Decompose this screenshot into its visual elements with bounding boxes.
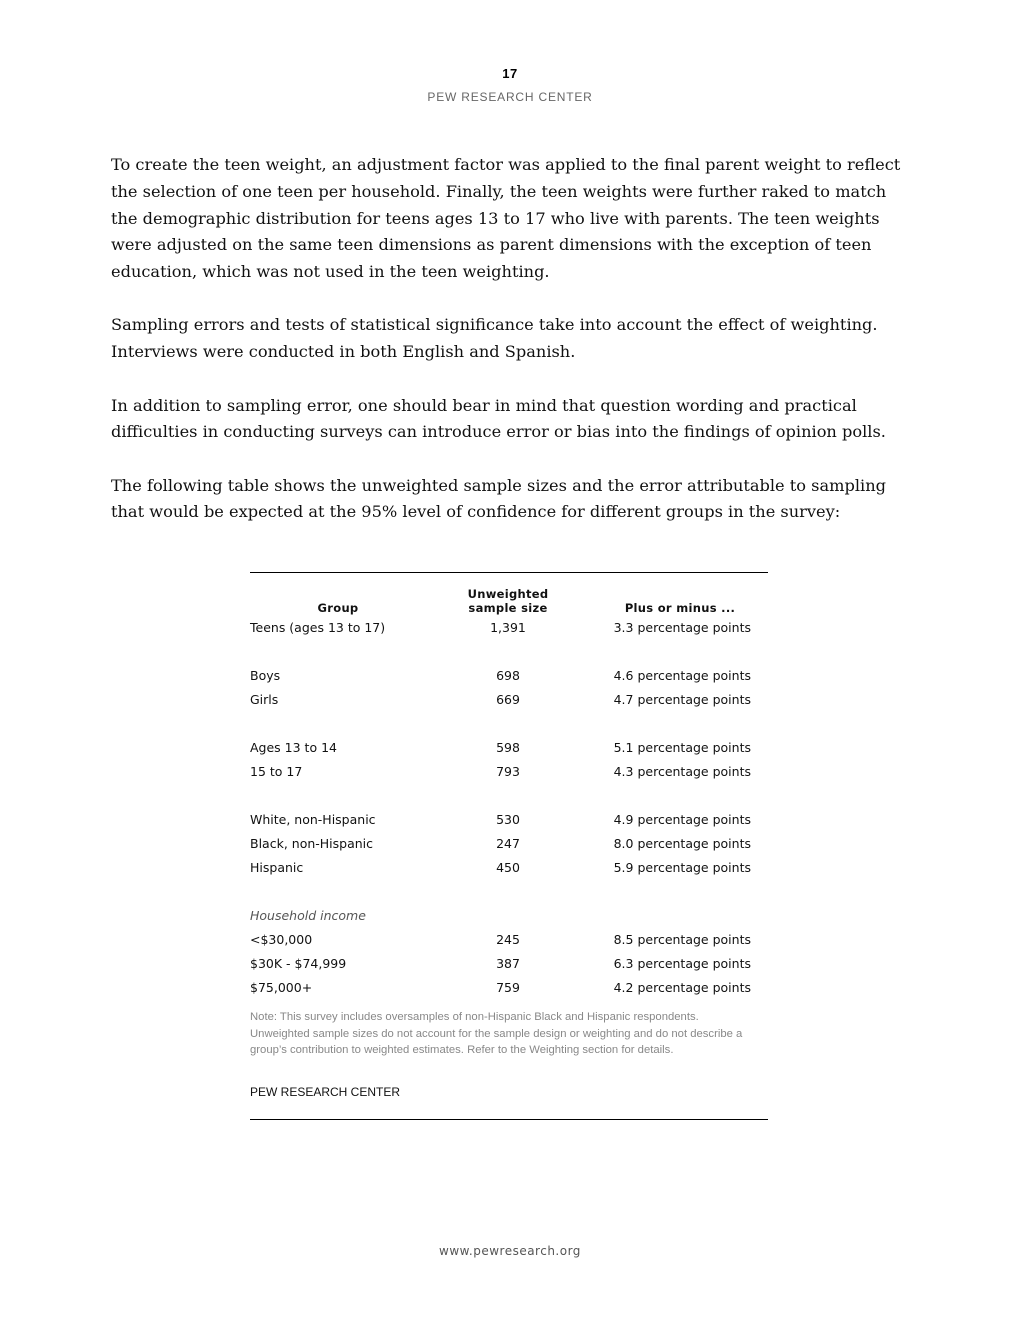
table-row bbox=[250, 955, 768, 973]
table-row bbox=[250, 811, 768, 829]
row-group: Girls bbox=[250, 692, 279, 707]
paragraph-question-wording: In addition to sampling error, one should bear in mind that question wording and practical difficulties in conducting surveys can introduce error or bias into the findings of opinion polls. bbox=[111, 395, 886, 442]
column-header-sample-line1: Unweighted bbox=[467, 587, 549, 601]
row-sample-size: 450 bbox=[496, 860, 520, 875]
table-row bbox=[250, 667, 768, 685]
column-header-sample-line2: sample size bbox=[468, 601, 548, 615]
row-group: Teens (ages 13 to 17) bbox=[250, 620, 386, 635]
row-group: $30K - $74,999 bbox=[250, 956, 347, 971]
row-group: <$30,000 bbox=[250, 932, 313, 947]
column-header-error: Plus or minus ... bbox=[624, 601, 736, 615]
table-row bbox=[250, 979, 768, 997]
row-sample-size: 698 bbox=[496, 668, 520, 683]
page-number: 17 bbox=[502, 66, 518, 81]
row-sample-size: 793 bbox=[496, 764, 520, 779]
table-row bbox=[250, 619, 768, 637]
row-sample-size: 598 bbox=[496, 740, 520, 755]
table-row bbox=[250, 763, 768, 781]
row-margin-of-error: 4.3 percentage points bbox=[613, 764, 751, 779]
row-sample-size: 245 bbox=[496, 932, 520, 947]
header-org-name: PEW RESEARCH CENTER bbox=[427, 90, 593, 104]
table-note: Note: This survey includes oversamples of non-Hispanic Black and Hispanic respondents. Unweighted sample sizes do not account for the sample design or weighting and do not describe a group’s contribution to weighted estimates. Refer to the Weighting section for details. bbox=[250, 1011, 743, 1057]
row-margin-of-error: 3.3 percentage points bbox=[613, 620, 751, 635]
row-margin-of-error: 6.3 percentage points bbox=[613, 956, 751, 971]
row-margin-of-error: 4.2 percentage points bbox=[613, 980, 751, 995]
sample-size-table bbox=[250, 572, 768, 1120]
row-group: Hispanic bbox=[250, 860, 304, 875]
row-group: 15 to 17 bbox=[250, 764, 303, 779]
row-sample-size: 247 bbox=[496, 836, 520, 851]
row-group: White, non-Hispanic bbox=[250, 812, 376, 827]
row-group: $75,000+ bbox=[250, 980, 313, 995]
row-margin-of-error: 4.6 percentage points bbox=[613, 668, 751, 683]
row-margin-of-error: 8.5 percentage points bbox=[613, 932, 751, 947]
table-source: PEW RESEARCH CENTER bbox=[250, 1085, 401, 1099]
footer-url: www.pewresearch.org bbox=[439, 1244, 581, 1258]
row-group: Boys bbox=[250, 668, 281, 683]
row-margin-of-error: 5.1 percentage points bbox=[613, 740, 751, 755]
table-row bbox=[250, 691, 768, 709]
row-sample-size: 530 bbox=[496, 812, 520, 827]
row-sample-size: 759 bbox=[496, 980, 520, 995]
row-sample-size: 1,391 bbox=[490, 620, 526, 635]
column-header-sample-size bbox=[458, 587, 558, 615]
row-margin-of-error: 8.0 percentage points bbox=[613, 836, 751, 851]
row-margin-of-error: 5.9 percentage points bbox=[613, 860, 751, 875]
column-header-group: Group bbox=[317, 601, 359, 615]
table-section-row bbox=[250, 907, 768, 925]
row-margin-of-error: 4.7 percentage points bbox=[613, 692, 751, 707]
table-row bbox=[250, 859, 768, 877]
table-row bbox=[250, 739, 768, 757]
paragraph-sampling-errors: Sampling errors and tests of statistical significance take into account the effect of weighting. Interviews were conducted in both English and Spanish. bbox=[111, 315, 878, 362]
table-row bbox=[250, 835, 768, 853]
row-group: Black, non-Hispanic bbox=[250, 836, 374, 851]
paragraph-teen-weight: To create the teen weight, an adjustment factor was applied to the final parent weight to reflect the selection of one teen per household. Finally, the teen weights were further raked to match the demographic distribution for teens ages 13 to 17 who live with parents. The teen weights were adjusted on the same teen dimensions as parent dimensions with the exception of teen education, which was not used in the teen weighting. bbox=[111, 155, 901, 282]
table-row bbox=[250, 931, 768, 949]
row-sample-size: 669 bbox=[496, 692, 520, 707]
row-group: Ages 13 to 14 bbox=[250, 740, 337, 755]
paragraph-table-intro: The following table shows the unweighted sample sizes and the error attributable to sampling that would be expected at the 95% level of confidence for different groups in the survey: bbox=[111, 475, 886, 522]
row-sample-size: 387 bbox=[496, 956, 520, 971]
row-margin-of-error: 4.9 percentage points bbox=[613, 812, 751, 827]
section-label-household-income: Household income bbox=[250, 908, 366, 923]
body-text bbox=[111, 152, 911, 553]
